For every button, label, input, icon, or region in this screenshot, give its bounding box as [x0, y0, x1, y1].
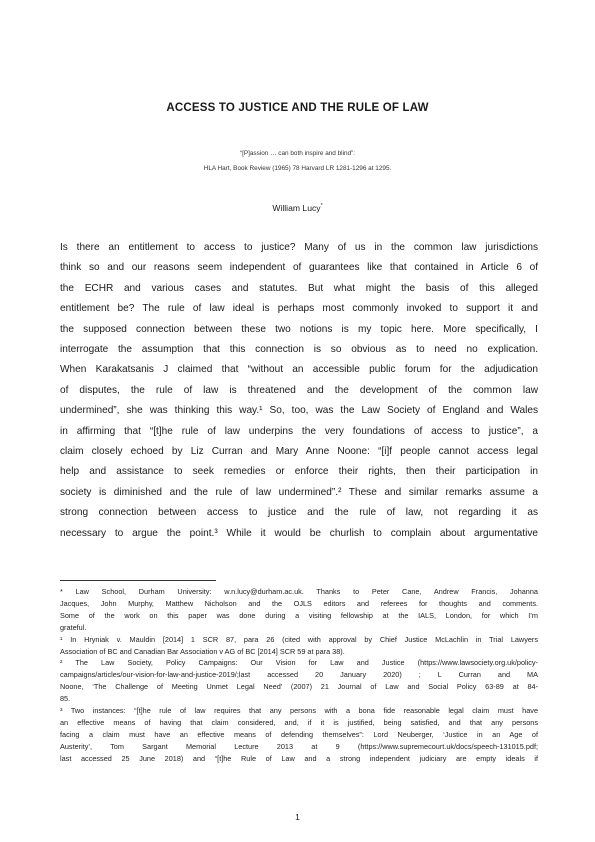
- footnotes: [60, 586, 538, 765]
- footnote-line: last accessed 25 June 2018) and “[t]he Rule of Law and a strong independent judiciary are empty ideals if: [60, 753, 538, 763]
- body-line: Is there an entitlement to access to justice? Many of us in the common law jurisdictions: [60, 242, 538, 253]
- body-line: in affirming that “[t]he rule of law underpins the very foundations of access to justice”, a: [60, 425, 538, 437]
- footnote-line: grateful.: [60, 622, 87, 632]
- body-line: the ECHR and various cases and statutes. But what might the basis of this alleged: [60, 282, 538, 294]
- footnote-line: 85.: [60, 694, 71, 704]
- footnote-line: Jacques, John Murphy, Matthew Nicholson and the OJLS editors and referees for thoughts and comments.: [60, 598, 538, 608]
- body-line: think so and our reasons seem independent of guarantees like that contained in Article 6 of: [60, 262, 538, 274]
- body-line: strong connection between access to justice and the rule of law, not regarding it as: [60, 507, 538, 519]
- footnote-line: Association of BC and Canadian Bar Association v AG of BC [2014] SCR 59 at para 38).: [60, 646, 345, 656]
- footnote-line: ³ Two instances: “[t]he rule of law requires that any persons with a bona fide reasonable legal claim must have: [60, 706, 538, 716]
- footnote-line: facing a claim must have an effective means of defending themselves”: Lord Neuberger, ‘Justice in an Age of: [60, 729, 538, 739]
- body-line: claim closely echoed by Liz Curran and Mary Anne Noone: “[i]f people cannot access legal: [60, 446, 538, 458]
- body-line: interrogate the assumption that this connection is so obvious as to need no explication.: [60, 344, 538, 356]
- footnote-line: ² The Law Society, Policy Campaigns: Our Vision for Law and Justice (https://www.lawsociety.org.uk/policy-: [60, 658, 538, 668]
- body-line: necessary to argue the point.³ While it would be churlish to complain about argumentative: [60, 527, 538, 539]
- body-line: When Karakatsanis J claimed that “without an accessible public forum for the adjudication: [60, 364, 538, 376]
- footnote-line: ¹ In Hryniak v. Mauldin [2014] 1 SCR 87, para 26 (cited with approval by Chief Justice McLachlin in Trial Lawyers: [60, 634, 538, 644]
- footnote-line: Some of the work on this paper was done during a visiting fellowship at the IALS, London, for which I’m: [60, 610, 538, 620]
- paper-title: ACCESS TO JUSTICE AND THE RULE OF LAW: [166, 102, 429, 114]
- page-number: 1: [295, 812, 300, 822]
- author-footnote-mark: *: [320, 203, 323, 210]
- footnote-line: campaigns/articles/our-vision-for-law-and-justice-2019/;last accessed 20 January 2020) ; L Curran and MA: [60, 670, 538, 680]
- body-paragraph: [60, 238, 538, 544]
- body-line: entitlement be? The rule of law ideal is perhaps most commonly invoked to support it and: [60, 303, 538, 315]
- footnote-separator: [60, 580, 216, 581]
- footnote-line: Noone, ‘The Challenge of Meeting Unmet Legal Need’ (2007) 21 Journal of Law and Social Policy 63-89 at 84-: [60, 682, 538, 692]
- body-line: society is diminished and the rule of law undermined”.² These and similar remarks assume a: [60, 486, 538, 498]
- body-line: undermined”, she was thinking this way.¹ So, too, was the Law Society of England and Wales: [60, 405, 538, 417]
- author-line: [0, 203, 595, 213]
- epigraph-citation: HLA Hart, Book Review (1965) 78 Harvard LR 1281-1296 at 1295.: [203, 165, 392, 172]
- body-line: the supposed connection between these two notions is my topic here. More specifically, I: [60, 323, 538, 335]
- epigraph-quote: “[P]assion … can both inspire and blind”:: [239, 150, 356, 157]
- footnote-line: an effective means of having that claim considered, and, if it is justified, being satisfied, and that any persons: [60, 717, 538, 727]
- author-name: William Lucy: [272, 203, 321, 213]
- body-line: of disputes, the rule of law is threatened and the development of the common law: [60, 384, 538, 396]
- body-line: help and assistance to seek remedies or enforce their rights, then their participation in: [60, 466, 538, 478]
- footnote-line: * Law School, Durham University: w.n.lucy@durham.ac.uk. Thanks to Peter Cane, Andrew Francis, Johanna: [60, 587, 538, 596]
- footnote-line: Austerity’, Tom Sargant Memorial Lecture 2013 at 9 (https://www.supremecourt.uk/docs/speech-131015.pdf;: [60, 741, 538, 751]
